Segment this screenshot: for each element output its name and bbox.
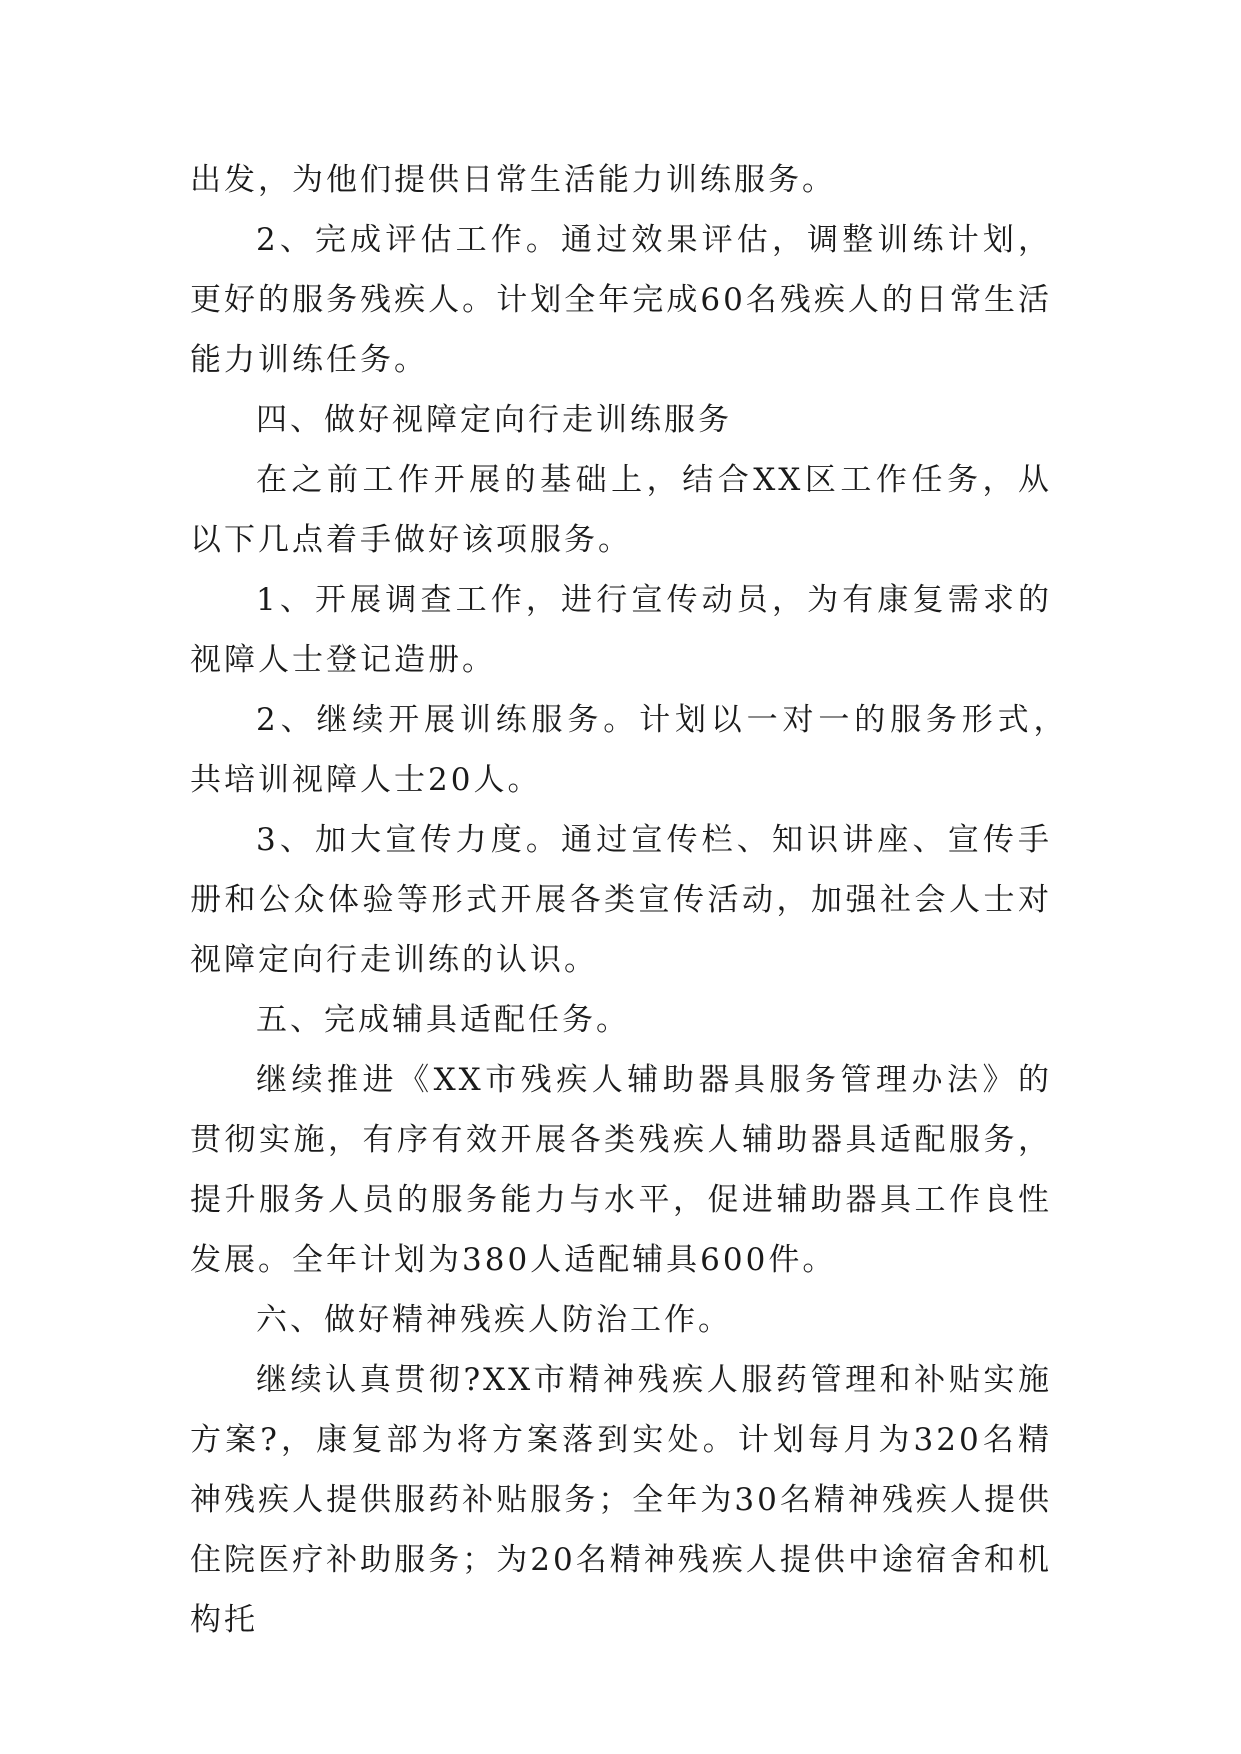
paragraph-6: 2、继续开展训练服务。计划以一对一的服务形式， 共培训视障人士20人。 <box>190 702 1086 798</box>
paragraph-11: 继续认真贯彻?XX市精神残疾人服药管理和补贴实施方案?，康复部为将方案落到实处。计划每月为320名精神残疾人提供服药补贴服务；全年为30名精神残疾人提供住院医疗补助服务；为20名精神残疾人提供中途宿舍和机构托 <box>190 1362 1052 1638</box>
paragraph-2: 2、完成评估工作。通过效果评估，调整训练计划，更好的服务残疾人。计划全年完成60名残疾人的日常生活能力训练任务。 <box>190 222 1052 378</box>
document-body <box>190 150 1086 1650</box>
paragraph-1: 出发，为他们提供日常生活能力训练服务。 <box>190 162 836 198</box>
paragraph-7: 3、加大宣传力度。通过宣传栏、知识讲座、宣传手册和公众体验等形式开展各类宣传活动，加强社会人士对视障定向行走训练的认识。 <box>190 822 1052 978</box>
section-heading-6: 六、做好精神残疾人防治工作。 <box>256 1302 732 1338</box>
section-heading-5: 五、完成辅具适配任务。 <box>256 1002 630 1038</box>
paragraph-5: 1、开展调查工作，进行宣传动员，为有康复需求的视障人士登记造册。 <box>190 582 1052 678</box>
paragraph-4: 在之前工作开展的基础上，结合XX区工作任务，从以下几点着手做好该项服务。 <box>190 462 1052 558</box>
section-heading-4: 四、做好视障定向行走训练服务 <box>256 402 732 438</box>
paragraph-9: 继续推进《XX市残疾人辅助器具服务管理办法》的贯彻实施，有序有效开展各类残疾人辅助器具适配服务，提升服务人员的服务能力与水平，促进辅助器具工作良性发展。全年计划为380人适配辅具600件。 <box>190 1062 1052 1278</box>
